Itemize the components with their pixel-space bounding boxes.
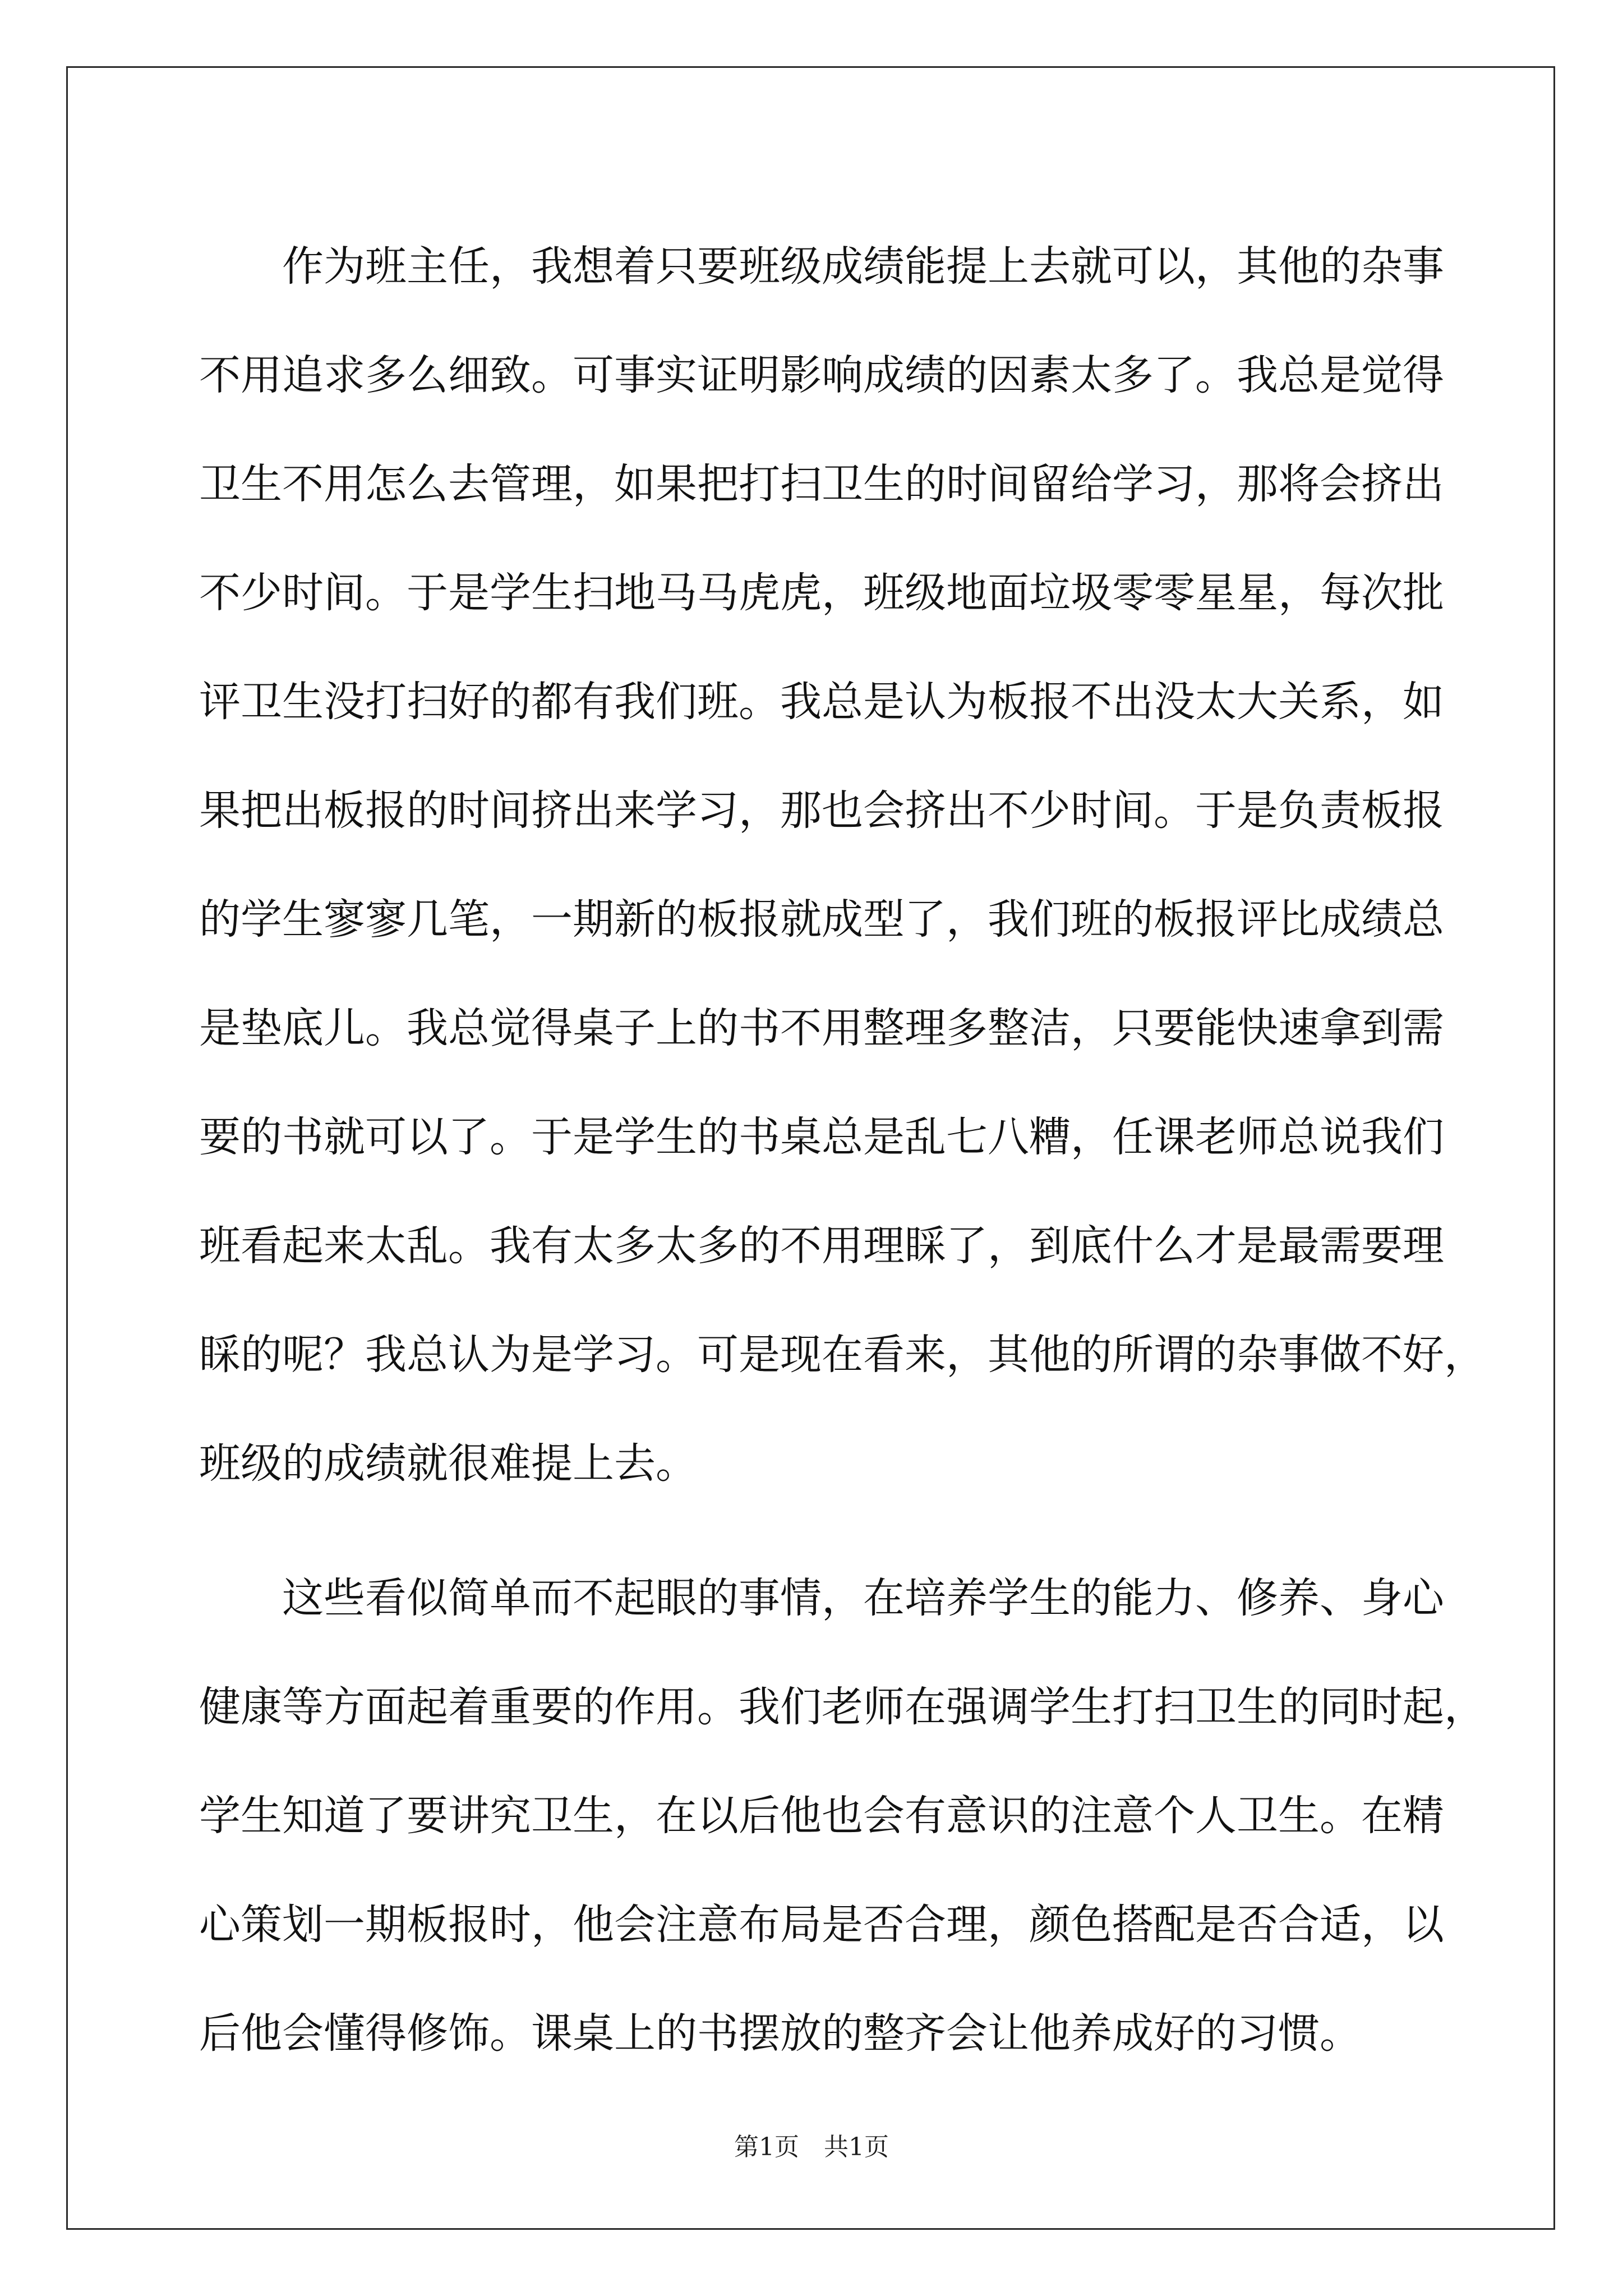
paragraph-gap <box>199 1518 1433 1544</box>
text-line: 学生知道了要讲究卫生，在以后他也会有意识的注意个人卫生。在精 <box>199 1792 1444 1840</box>
text-line: 睬的呢？我总认为是学习。可是现在看来，其他的所谓的杂事做不好， <box>199 1331 1486 1379</box>
page-footer: 第1页 共1页 <box>734 2133 889 2161</box>
text-line: 要的书就可以了。于是学生的书桌总是乱七八糟，任课老师总说我们 <box>199 1113 1444 1161</box>
text-line: 不用追求多么细致。可事实证明影响成绩的因素太多了。我总是觉得 <box>199 351 1444 399</box>
text-line: 的学生寥寥几笔，一期新的板报就成型了，我们班的板报评比成绩总 <box>199 895 1444 944</box>
text-line: 作为班主任，我想着只要班级成绩能提上去就可以，其他的杂事 <box>199 242 1444 291</box>
text-line: 卫生不用怎么去管理，如果把打扫卫生的时间留给学习，那将会挤出 <box>199 460 1444 508</box>
text-line: 后他会懂得修饰。课桌上的书摆放的整齐会让他养成好的习惯。 <box>199 2009 1361 2058</box>
text-line: 班看起来太乱。我有太多太多的不用理睬了，到底什么才是最需要理 <box>199 1222 1444 1270</box>
text-line: 果把出板报的时间挤出来学习，那也会挤出不少时间。于是负责板报 <box>199 786 1444 835</box>
text-line: 健康等方面起着重要的作用。我们老师在强调学生打扫卫生的同时起， <box>199 1683 1486 1731</box>
text-line: 这些看似简单而不起眼的事情，在培养学生的能力、修养、身心 <box>199 1574 1444 1622</box>
document-body <box>199 212 1486 2088</box>
text-line: 心策划一期板报时，他会注意布局是否合理，颜色搭配是否合适，以 <box>199 1901 1444 1949</box>
text-line: 是垫底儿。我总觉得桌子上的书不用整理多整洁，只要能快速拿到需 <box>199 1004 1444 1052</box>
text-line: 评卫生没打扫好的都有我们班。我总是认为板报不出没太大关系，如 <box>199 678 1444 726</box>
text-line: 不少时间。于是学生扫地马马虎虎，班级地面垃圾零零星星，每次批 <box>199 569 1444 617</box>
text-line: 班级的成绩就很难提上去。 <box>199 1439 697 1488</box>
